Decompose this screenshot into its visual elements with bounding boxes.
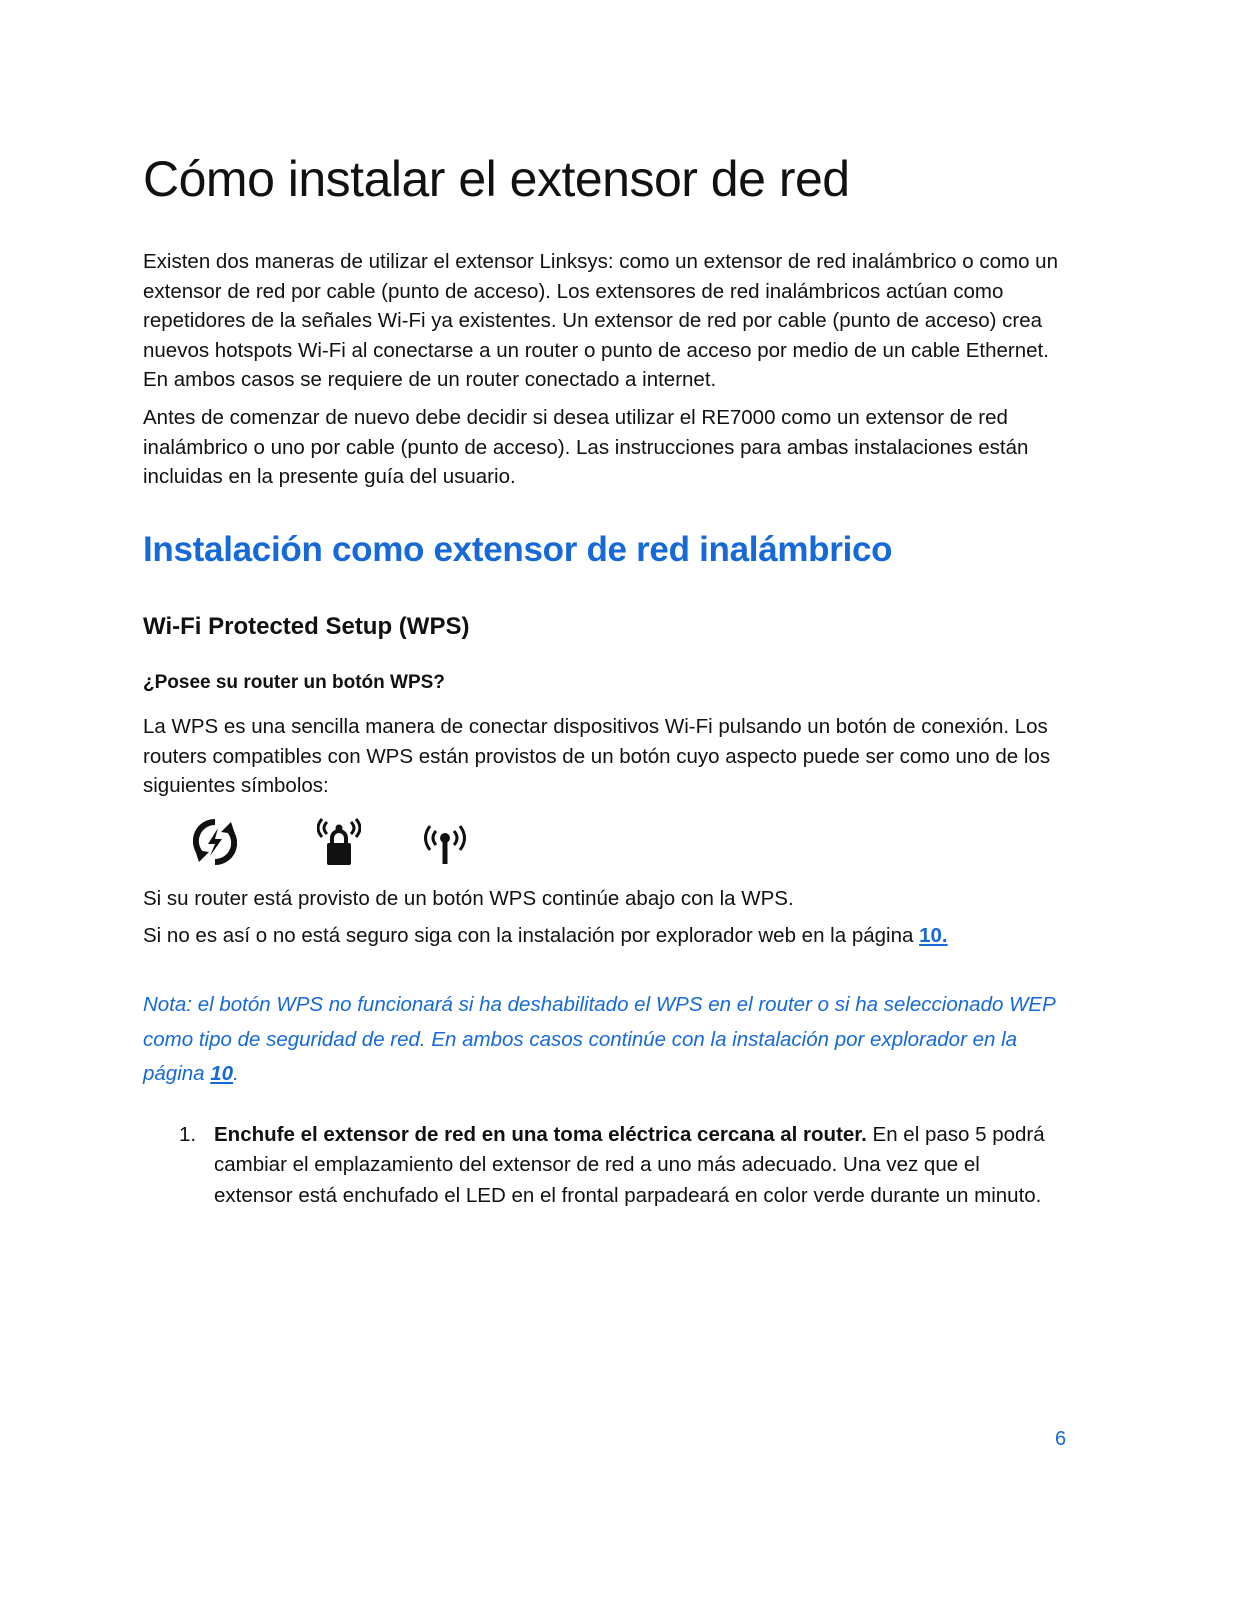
note-text: Nota: el botón WPS no funcionará si ha deshabilitado el WPS en el router o si ha seleccionado WEP como tipo de seguridad de red. En ambos casos continúe con la instalación por explorador en la página	[143, 993, 1055, 1085]
browser-setup-text	[143, 924, 948, 948]
note-end: .	[233, 1062, 239, 1085]
step-bold-text: Enchufe el extensor de red en una toma eléctrica cercana al router.	[214, 1123, 867, 1146]
browser-setup-label: Si no es así o no está seguro siga con la instalación por explorador web en la página	[143, 924, 920, 947]
wps-description: La WPS es una sencilla manera de conectar dispositivos Wi-Fi pulsando un botón de conexión. Los routers compatibles con WPS están provistos de un botón cuyo aspecto puede ser como uno de los siguientes símbolos:	[143, 715, 1051, 798]
wps-lock-icon	[317, 818, 361, 866]
step-number: 1.	[179, 1123, 197, 1146]
subsection-heading: Wi-Fi Protected Setup (WPS)	[143, 613, 470, 640]
question-heading: ¿Posee su router un botón WPS?	[143, 672, 445, 693]
step-body-text: En el paso 5 podrá cambiar el emplazamiento del extensor de red a uno más adecuado. Una vez que el extensor está enchufado el LED en el frontal parpadeará en color verde durante un minuto.	[214, 1123, 1045, 1207]
note-page-link-10[interactable]: 10	[210, 1062, 234, 1085]
page-number: 6	[1055, 1428, 1067, 1450]
wps-continue-text: Si su router está provisto de un botón WPS continúe abajo con la WPS.	[143, 887, 794, 910]
page-link-10[interactable]: 10.	[919, 924, 948, 947]
wps-symbols	[143, 818, 543, 868]
intro-paragraph-2: Antes de comenzar de nuevo debe decidir si desea utilizar el RE7000 como un extensor de red inalámbrico o uno por cable (punto de acceso). Las instrucciones para ambas instalaciones están incluidas en la presente guía del usuario.	[143, 406, 1029, 489]
section-heading: Instalación como extensor de red inalámbrico	[143, 530, 893, 569]
page-title: Cómo instalar el extensor de red	[143, 151, 850, 207]
wps-note	[143, 988, 1073, 1092]
wps-arrows-icon	[193, 818, 237, 866]
intro-paragraph-1: Existen dos maneras de utilizar el extensor Linksys: como un extensor de red inalámbrico o como un extensor de red por cable (punto de acceso). Los extensores de red inalámbricos actúan como repetidores de la señales Wi-Fi ya existentes. Un extensor de red por cable (punto de acceso) crea nuevos hotspots Wi-Fi al conectarse a un router o punto de acceso por medio de un cable Ethernet. En ambos casos se requiere de un router conectado a internet.	[143, 250, 1058, 392]
step-text	[214, 1120, 1064, 1211]
wps-antenna-icon	[423, 818, 467, 866]
